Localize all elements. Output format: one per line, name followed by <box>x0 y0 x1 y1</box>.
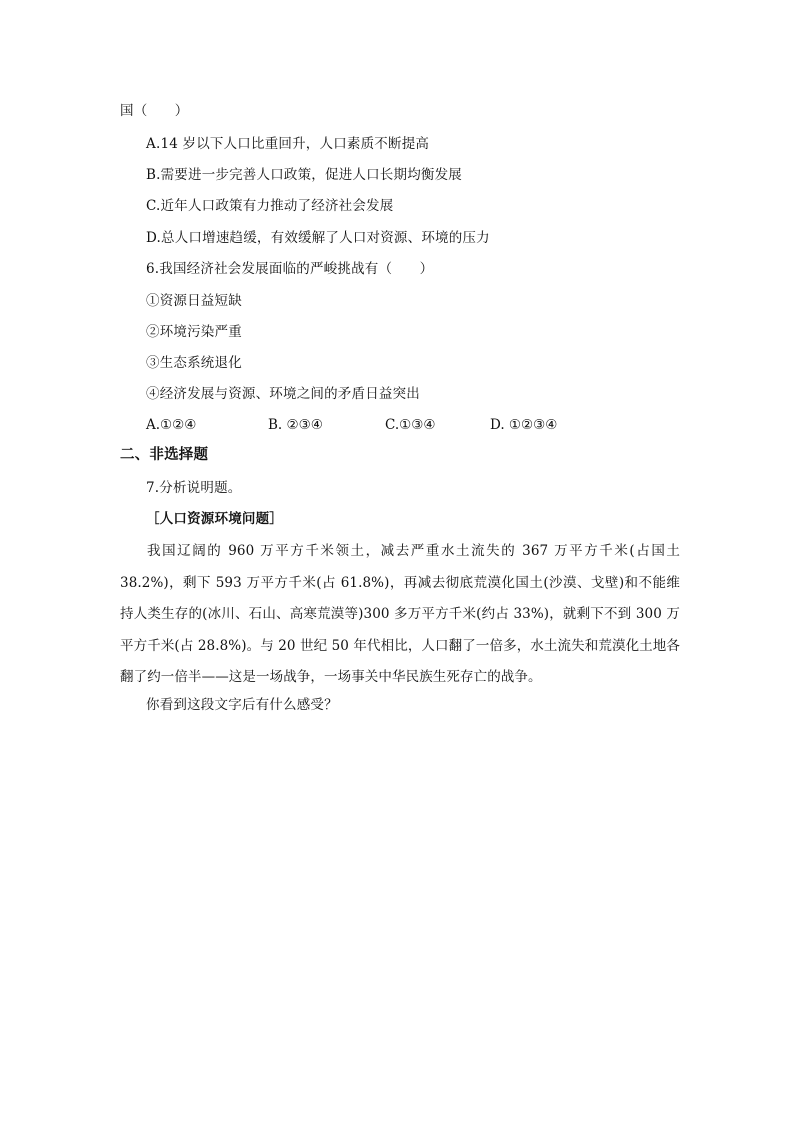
question7-stem: 7.分析说明题。 <box>146 480 242 496</box>
question5-option-a: A.14 岁以下人口比重回升，人口素质不断提高 <box>146 136 430 152</box>
question6-choice-b: B. ②③④ <box>268 417 323 433</box>
question7-passage: 我国辽阔的 960 万平方千米领土，减去严重水土流失的 367 万平方千米(占国土 38.2%)，剩下 593 万平方千米(占 61.8%)，再减去彻底荒漠化国土(沙漠、戈壁)和不能维持人类生存的(冰川、石山、高寒荒漠等)300 多万平方千米(约占 33%)，就剩下不到 300 万平方千米(占 28.8%)。与 20 世纪 50 年代相比，人口翻了一倍多，水土流失和荒漠化土地各翻了约一倍半——这是一场战争，一场事关中华民族生死存亡的战争。 <box>120 543 680 686</box>
question6-choice-c: C.①③④ <box>385 417 436 433</box>
question7-topic: ［人口资源环境问题］ <box>146 511 283 527</box>
question6-stem: 6.我国经济社会发展面临的严峻挑战有（ ） <box>146 261 434 277</box>
section-heading: 二、非选择题 <box>120 446 209 463</box>
question6-choice-d: D. ①②③④ <box>490 417 558 433</box>
question5-option-b: B.需要进一步完善人口政策，促进人口长期均衡发展 <box>146 167 463 183</box>
question6-item-4: ④经济发展与资源、环境之间的矛盾日益突出 <box>146 386 420 402</box>
question5-option-d: D.总人口增速趋缓，有效缓解了人口对资源、环境的压力 <box>146 230 490 246</box>
question6-item-3: ③生态系统退化 <box>146 355 242 371</box>
question5-option-c: C.近年人口政策有力推动了经济社会发展 <box>146 198 394 214</box>
question5-stem-tail: 国（ ） <box>120 103 189 119</box>
question7-prompt: 你看到这段文字后有什么感受？ <box>146 697 338 713</box>
question6-item-2: ②环境污染严重 <box>146 324 242 340</box>
question6-choice-a: A.①②④ <box>146 417 197 433</box>
question6-item-1: ①资源日益短缺 <box>146 293 242 309</box>
